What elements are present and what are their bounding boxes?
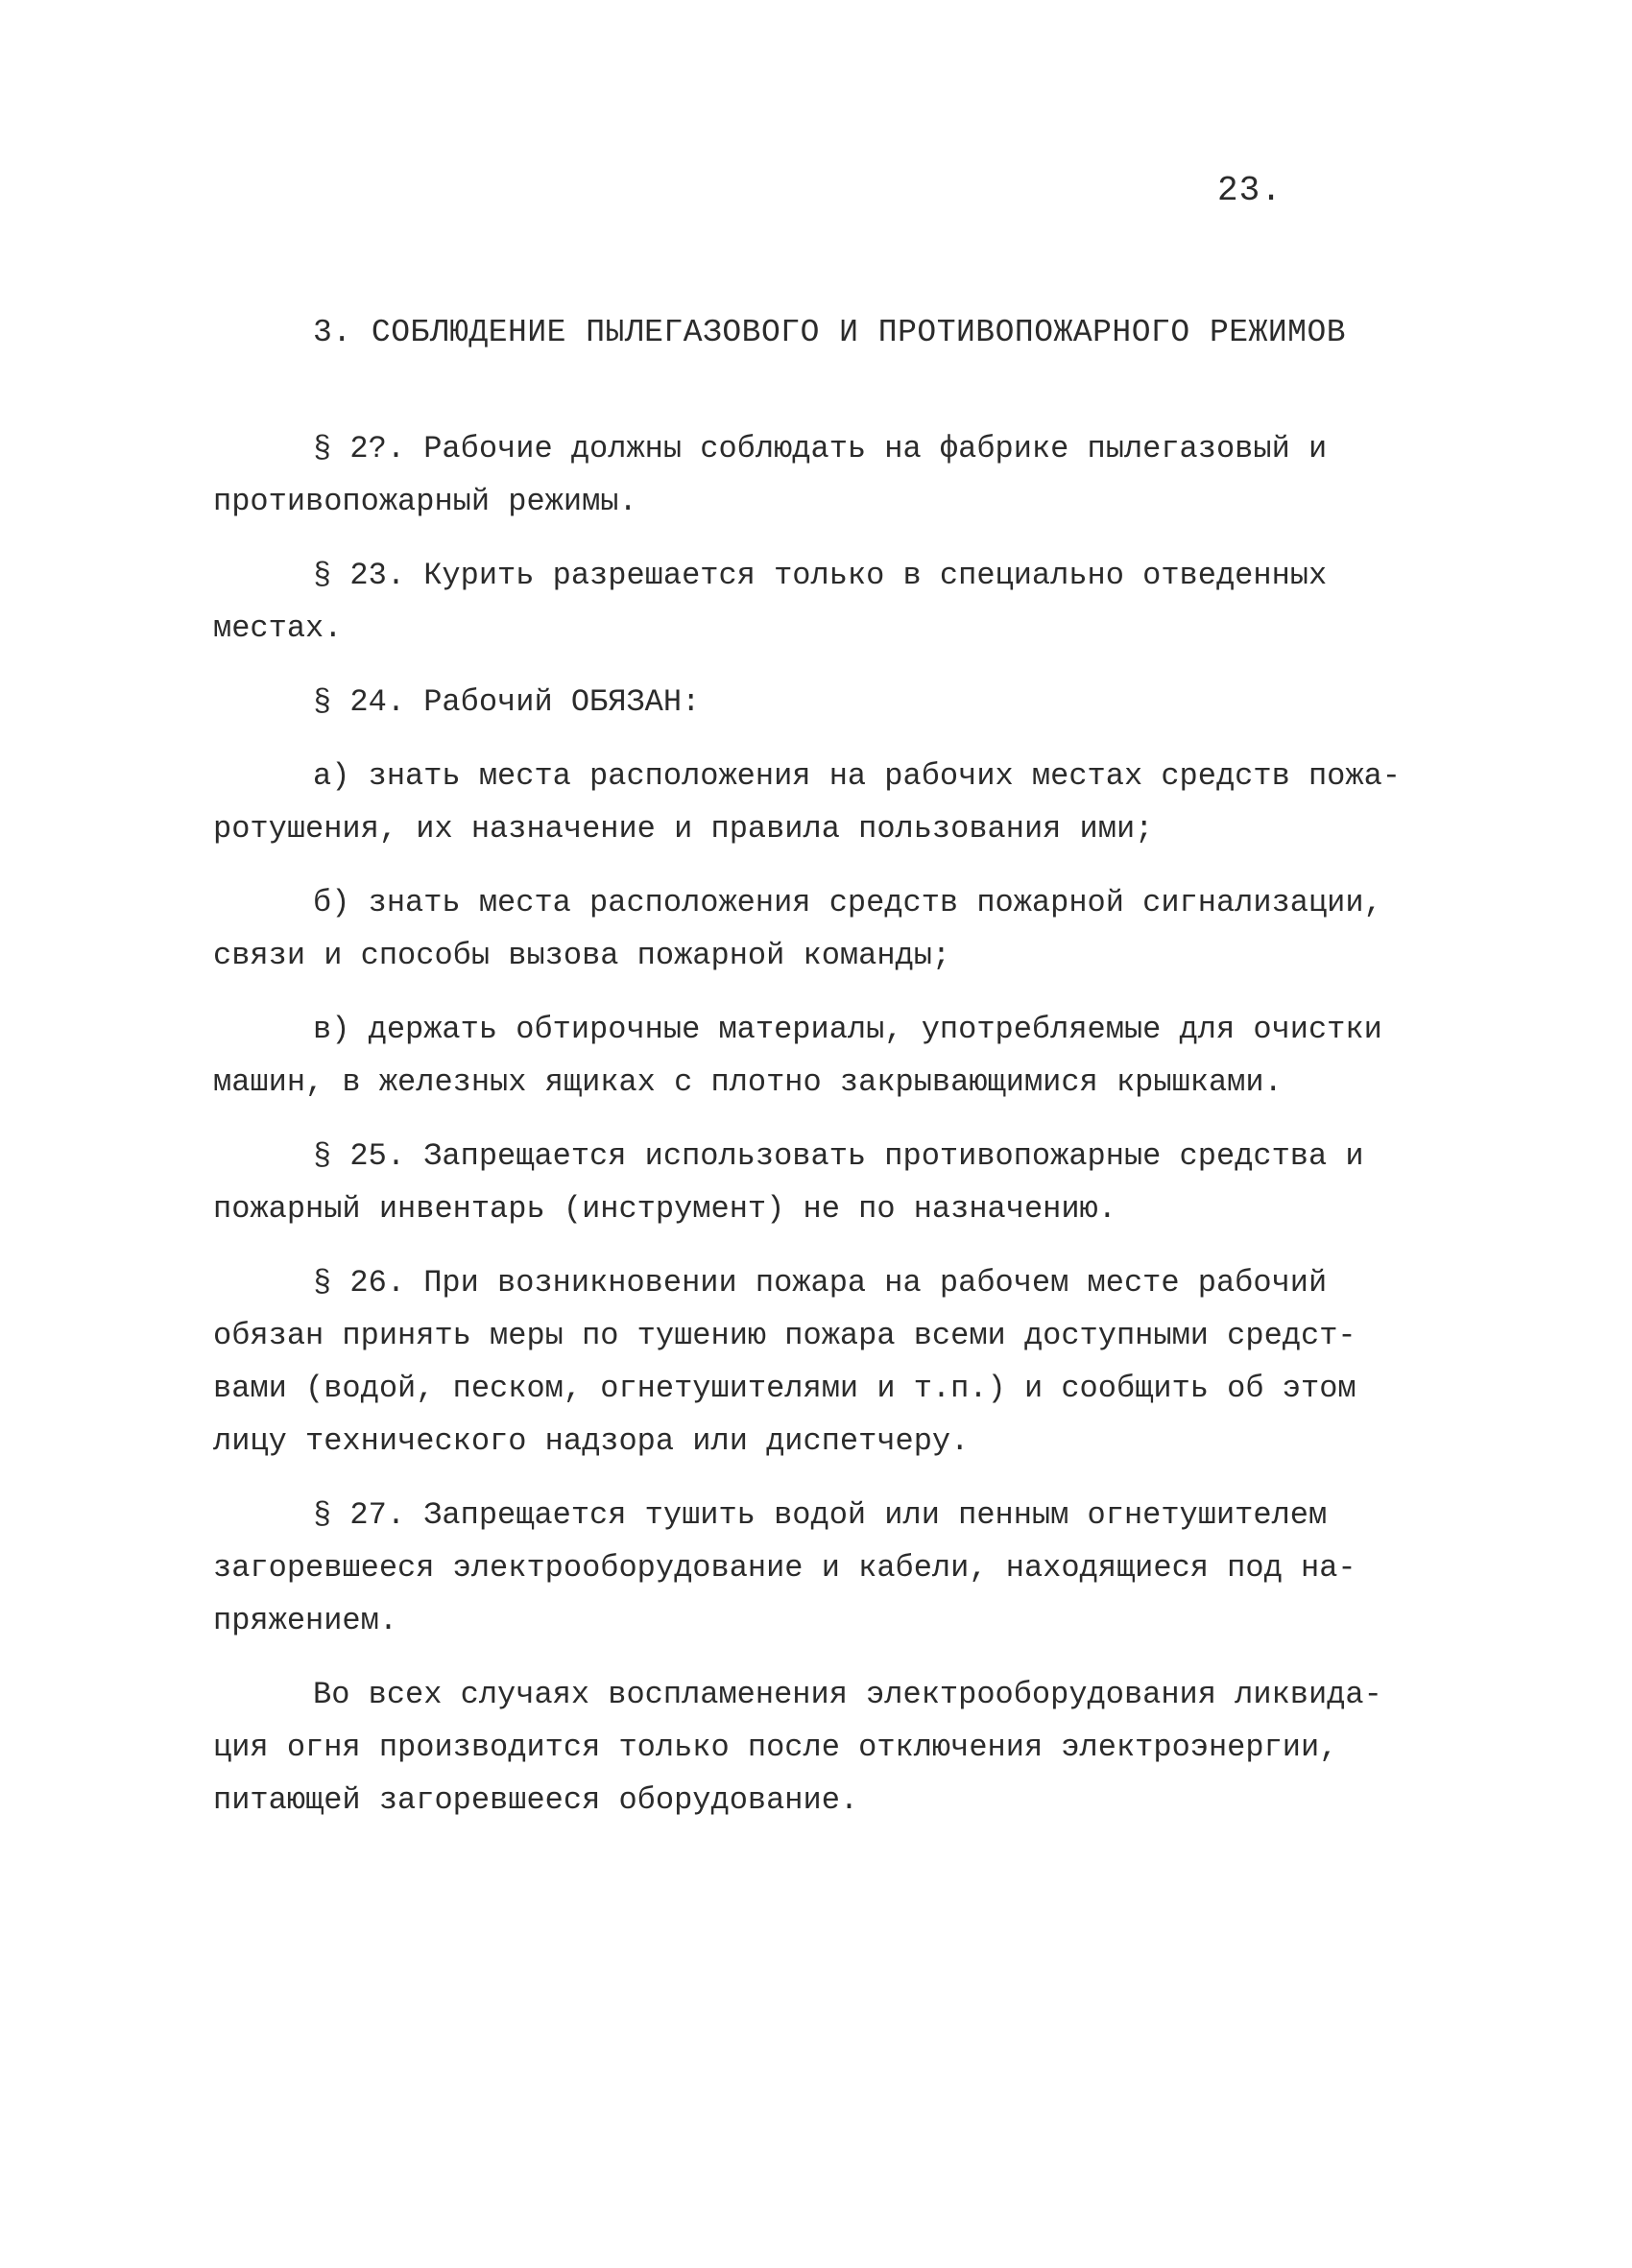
- paragraph: [213, 549, 1452, 655]
- paragraph: [213, 422, 1452, 528]
- paragraph-line: в) держать обтирочные материалы, употребляемые для очистки: [313, 1012, 1382, 1047]
- paragraph-line: питающей загоревшееся оборудование.: [213, 1782, 859, 1818]
- paragraph: [213, 676, 1452, 728]
- paragraph-line: противопожарный режимы.: [213, 484, 637, 519]
- paragraph: [213, 1003, 1452, 1109]
- paragraph-line: загоревшееся электрооборудование и кабели, находящиеся под на-: [213, 1550, 1356, 1586]
- document-body: [213, 422, 1452, 1848]
- paragraph-line: лицу технического надзора или диспетчеру.: [213, 1423, 970, 1459]
- paragraph-line: § 26. При возникновении пожара на рабочем месте рабочий: [313, 1265, 1328, 1301]
- paragraph-line: § 25. Запрещается использовать противопожарные средства и: [313, 1138, 1364, 1174]
- paragraph-line: пожарный инвентарь (инструмент) не по назначению.: [213, 1191, 1116, 1227]
- paragraph-line: б) знать места расположения средств пожарной сигнализации,: [313, 885, 1382, 920]
- paragraph-line: местах.: [213, 610, 343, 646]
- paragraph-line: вами (водой, песком, огнетушителями и т.п.) и сообщить об этом: [213, 1371, 1356, 1406]
- paragraph: [213, 1256, 1452, 1468]
- paragraph: [213, 750, 1452, 855]
- paragraph: [213, 1130, 1452, 1235]
- paragraph-line: ция огня производится только после отключения электроэнергии,: [213, 1730, 1338, 1765]
- paragraph-line: пряжением.: [213, 1603, 398, 1638]
- paragraph-line: Во всех случаях воспламенения электрооборудования ликвида-: [313, 1677, 1382, 1712]
- paragraph: [213, 1668, 1452, 1826]
- paragraph-line: § 2?. Рабочие должны соблюдать на фабрике пылегазовый и: [313, 431, 1328, 466]
- page-number: 23.: [1217, 171, 1283, 210]
- paragraph-line: § 23. Курить разрешается только в специально отведенных: [313, 558, 1328, 593]
- paragraph: [213, 876, 1452, 982]
- section-title: 3. СОБЛЮДЕНИЕ ПЫЛЕГАЗОВОГО И ПРОТИВОПОЖАРНОГО РЕЖИМОВ: [313, 315, 1347, 350]
- paragraph: [213, 1489, 1452, 1647]
- paragraph-line: § 27. Запрещается тушить водой или пенным огнетушителем: [313, 1497, 1328, 1533]
- paragraph-line: § 24. Рабочий ОБЯЗАН:: [313, 684, 701, 720]
- paragraph-line: связи и способы вызова пожарной команды;: [213, 938, 951, 973]
- paragraph-line: ротушения, их назначение и правила пользования ими;: [213, 811, 1154, 847]
- paragraph-line: а) знать места расположения на рабочих местах средств пожа-: [313, 758, 1401, 794]
- paragraph-line: обязан принять меры по тушению пожара всеми доступными средст-: [213, 1318, 1356, 1353]
- paragraph-line: машин, в железных ящиках с плотно закрывающимися крышками.: [213, 1064, 1283, 1100]
